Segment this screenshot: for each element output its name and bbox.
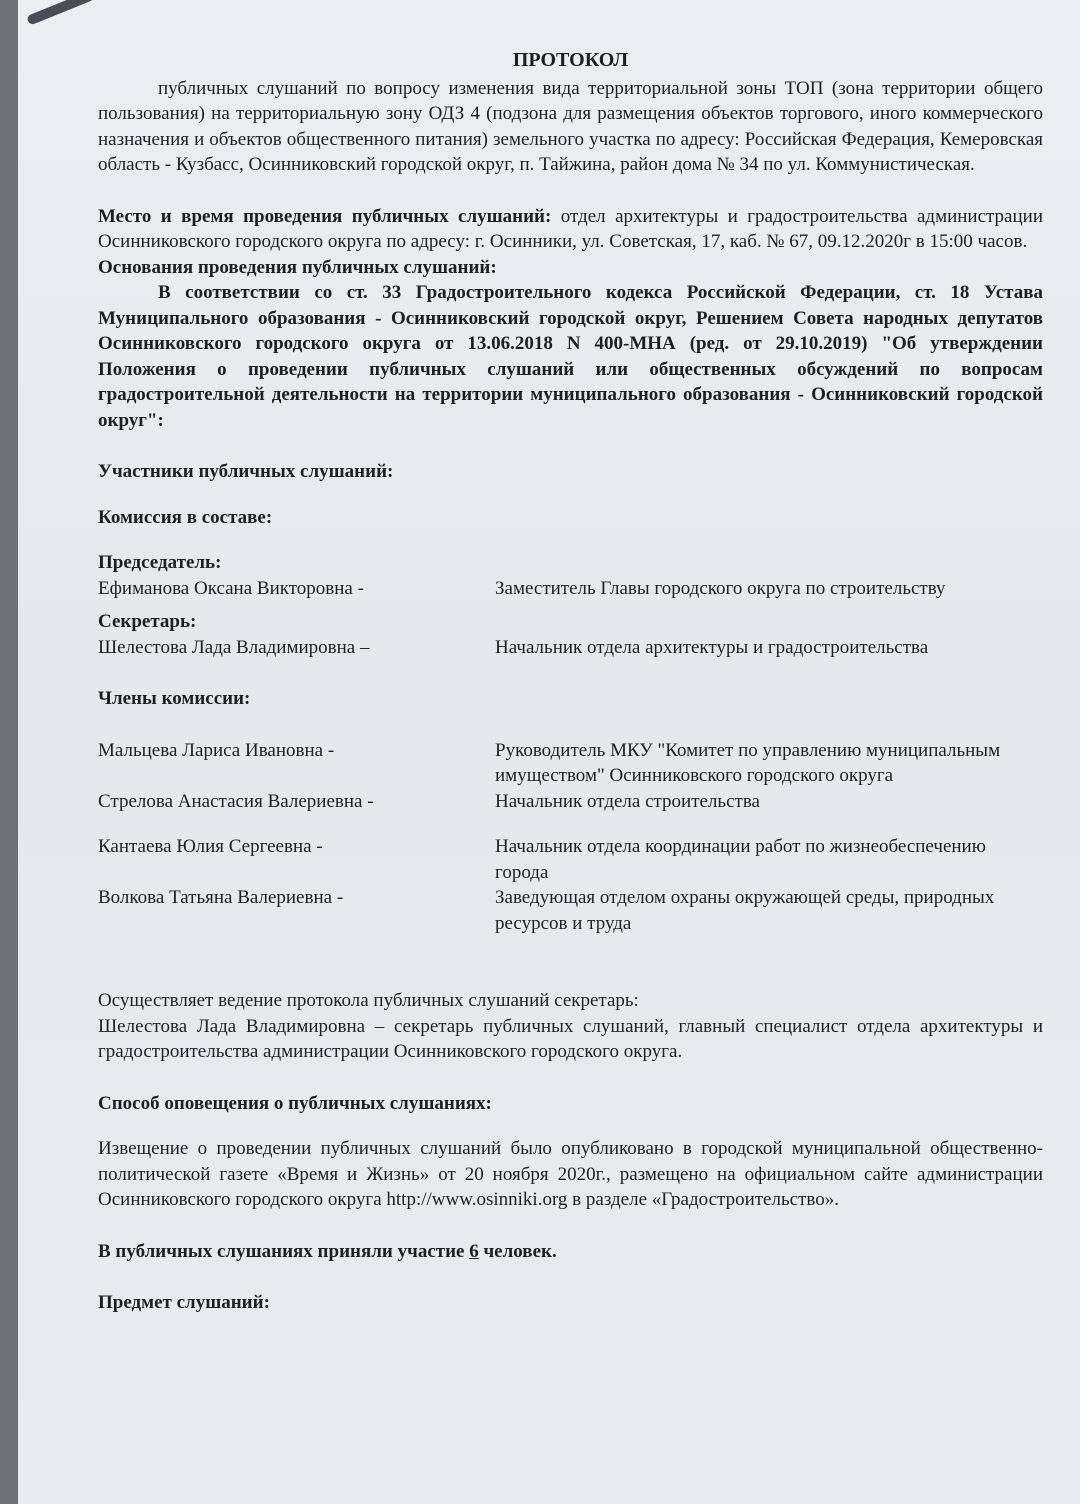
notice-heading: Способ оповещения о публичных слушаниях:	[98, 1092, 492, 1114]
participants-heading: Участники публичных слушаний:	[98, 461, 394, 482]
member-row	[98, 834, 1043, 885]
member-name: Волкова Татьяна Валериевна -	[98, 887, 344, 908]
attendance-count: 6	[469, 1240, 479, 1262]
member-row	[98, 885, 1043, 936]
member-position: Руководитель МКУ "Комитет по управлению муниципальным имуществом" Осинниковского городского округа	[495, 739, 1001, 786]
document-page	[18, 0, 1080, 1504]
member-row	[98, 789, 1043, 815]
chair-row	[98, 576, 1043, 602]
basis-label: Основания проведения публичных слушаний:	[98, 256, 497, 278]
member-name: Мальцева Лариса Ивановна -	[98, 739, 335, 761]
place-text: отдел архитектуры и градостроительства администрации Осинниковского городского округа по адресу: г. Осинники, ул. Советская, 17, каб. № 67, 09.12.2020г в 15:00 часов.	[98, 205, 1043, 252]
pen-mark	[26, 0, 95, 26]
members-heading: Члены комиссии:	[98, 688, 251, 709]
member-position: Заведующая отделом охраны окружающей среды, природных ресурсов и труда	[495, 887, 995, 934]
protocol-keeper-line: Осуществляет ведение протокола публичных слушаний секретарь:	[98, 990, 639, 1011]
place-paragraph	[98, 204, 1043, 255]
secretary-heading: Секретарь:	[98, 611, 197, 632]
place-label: Место и время проведения публичных слушаний:	[98, 205, 552, 227]
basis-paragraph: В соответствии со ст. 33 Градостроительного кодекса Российской Федерации, ст. 18 Устава Муниципального образования - Осинниковский городской округ, Решением Совета народных депутатов Осинниковского городского округа от 13.06.2018 N 400-МНА (ред. от 29.10.2019) "Об утверждении Положения о проведении публичных слушаний или общественных обсуждений по вопросам градостроительной деятельности на территории муниципального образования - Осинниковский городской округ":	[98, 282, 1043, 431]
notice-paragraph: Извещение о проведении публичных слушаний было опубликовано в городской муниципальной общественно-политической газете «Время и Жизнь» от 20 ноября 2020г., размещено на официальном сайте администрации Осинниковского городского округа http://www.osinniki.org в разделе «Градостроительство».	[98, 1138, 1043, 1210]
intro-paragraph: публичных слушаний по вопросу изменения вида территориальной зоны ТОП (зона территории общего пользования) на территориальную зону ОДЗ 4 (подзона для размещения объектов торгового, иного коммерческого назначения и объектов общественного питания) земельного участка по адресу: Российская Федерация, Кемеровская область - Кузбасс, Осинниковский городской округ, п. Тайжина, район дома № 34 по ул. Коммунистическая.	[98, 77, 1043, 175]
attendance-prefix: В публичных слушаниях приняли участие	[98, 1240, 470, 1262]
subject-heading: Предмет слушаний:	[98, 1292, 270, 1313]
commission-heading: Комиссия в составе:	[98, 506, 273, 528]
member-position: Начальник отдела координации работ по жизнеобеспечению города	[495, 836, 986, 883]
secretary-name: Шелестова Лада Владимировна –	[98, 636, 370, 658]
member-name: Кантаева Юлия Сергеевна -	[98, 836, 323, 857]
chair-name: Ефиманова Оксана Викторовна -	[98, 577, 364, 599]
member-position: Начальник отдела строительства	[495, 790, 760, 812]
document-body	[98, 48, 1043, 1316]
secretary-row	[98, 635, 1043, 661]
chair-position: Заместитель Главы городского округа по строительству	[495, 577, 946, 599]
protocol-keeper-text: Шелестова Лада Владимировна – секретарь публичных слушаний, главный специалист отдела архитектуры и градостроительства администрации Осинниковского городского округа.	[98, 1015, 1043, 1062]
document-title: ПРОТОКОЛ	[512, 49, 629, 71]
member-name: Стрелова Анастасия Валериевна -	[98, 790, 374, 812]
secretary-position: Начальник отдела архитектуры и градостроительства	[495, 636, 929, 658]
member-row	[98, 738, 1043, 789]
attendance-suffix: человек.	[478, 1240, 557, 1262]
attendance-line	[98, 1239, 1043, 1265]
chair-heading: Председатель:	[98, 552, 222, 573]
